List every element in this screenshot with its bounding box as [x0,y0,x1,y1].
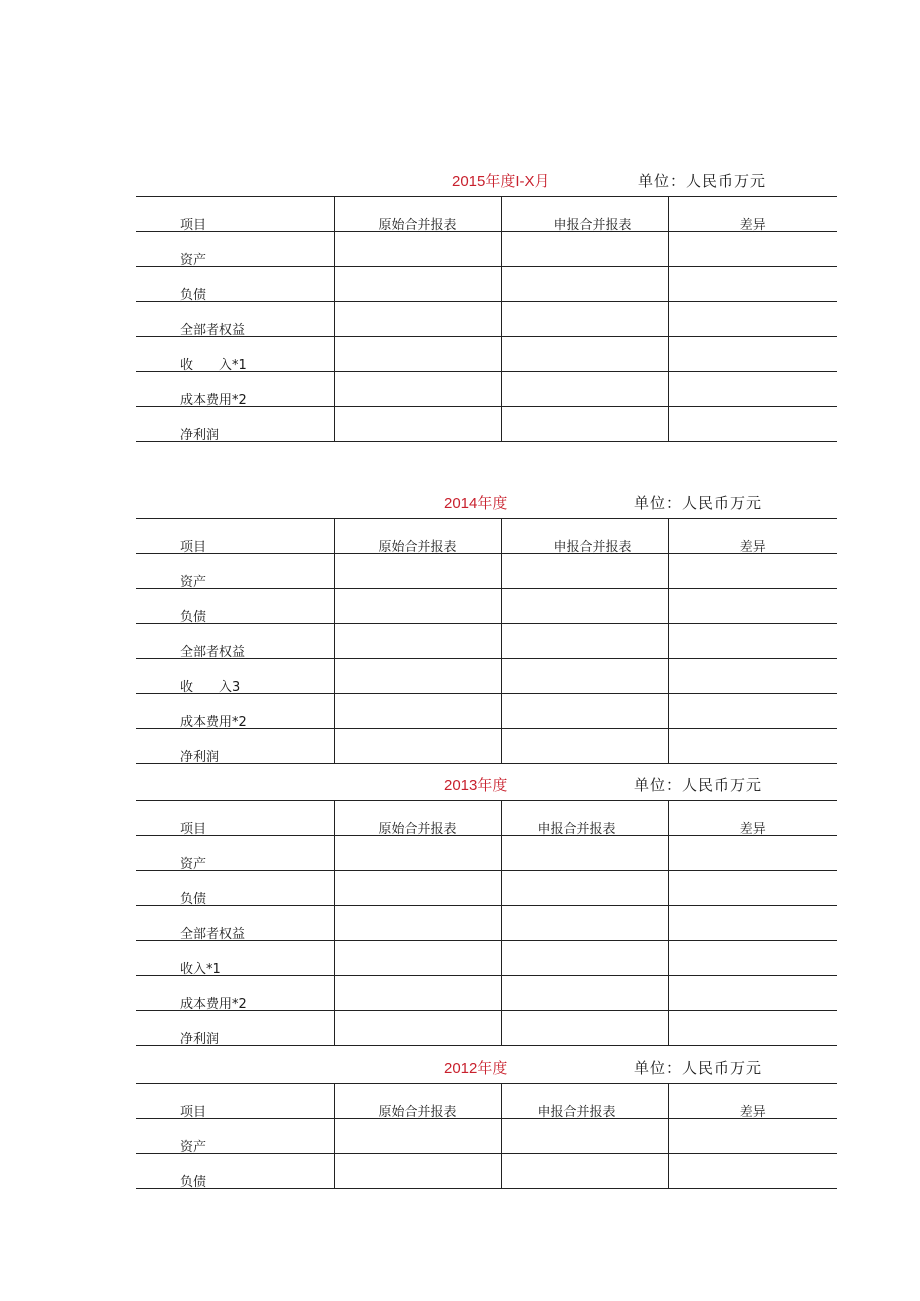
table-cell [501,729,668,764]
table-row [136,1154,837,1189]
table-cell [668,267,837,302]
report-section-2014 [136,488,837,764]
row-label: 净利润 [136,407,334,442]
table-cell [334,407,501,442]
row-label: 负债 [136,589,334,624]
period-label: 2012年度 [444,1060,508,1077]
table-cell [334,941,501,976]
row-label: 全部者权益 [136,624,334,659]
header-item: 项目 [136,1084,334,1119]
table-cell [334,372,501,407]
table-cell [334,302,501,337]
table-cell [501,372,668,407]
row-label: 收 入3 [136,659,334,694]
row-label: 收入*1 [136,941,334,976]
unit-label: 单位：人民币万元 [634,776,763,794]
table-row [136,836,837,871]
row-label: 成本费用*2 [136,372,334,407]
header-reported: 申报合并报表 [501,197,668,232]
header-difference: 差异 [668,1084,837,1119]
row-label: 负债 [136,1154,334,1189]
section-title-row [136,166,837,196]
table-cell [668,729,837,764]
table-cell [501,267,668,302]
unit-label: 单位：人民币万元 [634,494,763,512]
header-original: 原始合并报表 [334,1084,501,1119]
period-label: 2014年度 [444,495,508,512]
comparison-table [136,1083,837,1189]
table-row [136,267,837,302]
table-row [136,871,837,906]
table-cell [668,232,837,267]
table-cell [668,941,837,976]
table-cell [334,337,501,372]
header-item: 项目 [136,197,334,232]
table-cell [501,836,668,871]
table-cell [501,337,668,372]
table-row [136,302,837,337]
table-cell [501,589,668,624]
table-cell [501,232,668,267]
table-row [136,232,837,267]
header-original: 原始合并报表 [334,197,501,232]
header-original: 原始合并报表 [334,801,501,836]
table-cell [334,906,501,941]
table-row [136,337,837,372]
row-label: 负债 [136,267,334,302]
table-cell [334,624,501,659]
section-title-row [136,1053,837,1083]
header-difference: 差异 [668,519,837,554]
table-cell [501,906,668,941]
table-row [136,694,837,729]
header-original: 原始合并报表 [334,519,501,554]
table-cell [668,372,837,407]
table-cell [334,589,501,624]
table-cell [501,1154,668,1189]
table-row [136,372,837,407]
table-cell [501,976,668,1011]
table-cell [334,232,501,267]
report-section-2012 [136,1053,837,1189]
row-label: 资产 [136,836,334,871]
table-cell [668,836,837,871]
report-section-2013 [136,770,837,1046]
table-row [136,589,837,624]
table-cell [334,976,501,1011]
table-row [136,941,837,976]
row-label: 全部者权益 [136,906,334,941]
section-title-row [136,770,837,800]
table-cell [668,407,837,442]
table-row [136,624,837,659]
table-cell [501,871,668,906]
table-cell [668,589,837,624]
table-cell [668,659,837,694]
table-cell [668,1119,837,1154]
table-cell [668,871,837,906]
row-label: 净利润 [136,1011,334,1046]
table-cell [334,1119,501,1154]
table-cell [334,554,501,589]
table-cell [668,1011,837,1046]
table-cell [668,694,837,729]
row-label: 全部者权益 [136,302,334,337]
table-cell [501,624,668,659]
table-cell [668,554,837,589]
table-header-row [136,801,837,836]
table-row [136,554,837,589]
table-cell [501,941,668,976]
table-cell [501,302,668,337]
header-reported: 申报合并报表 [501,1084,668,1119]
table-row [136,407,837,442]
row-label: 成本费用*2 [136,976,334,1011]
table-header-row [136,1084,837,1119]
table-cell [334,871,501,906]
table-row [136,1119,837,1154]
table-cell [501,694,668,729]
table-header-row [136,197,837,232]
table-cell [501,1011,668,1046]
header-difference: 差异 [668,801,837,836]
table-cell [668,337,837,372]
row-label: 成本费用*2 [136,694,334,729]
header-item: 项目 [136,519,334,554]
table-cell [668,906,837,941]
row-label: 资产 [136,1119,334,1154]
table-cell [334,836,501,871]
table-cell [668,1154,837,1189]
table-cell [334,694,501,729]
row-label: 收 入*1 [136,337,334,372]
table-cell [334,1011,501,1046]
table-row [136,729,837,764]
table-cell [501,407,668,442]
period-label: 2013年度 [444,777,508,794]
header-difference: 差异 [668,197,837,232]
period-label: 2015年度I-X月 [452,173,550,190]
table-cell [334,659,501,694]
row-label: 资产 [136,554,334,589]
table-cell [334,267,501,302]
table-cell [668,624,837,659]
header-item: 项目 [136,801,334,836]
table-cell [668,976,837,1011]
unit-label: 单位：人民币万元 [634,1059,763,1077]
table-row [136,1011,837,1046]
table-cell [501,554,668,589]
table-header-row [136,519,837,554]
comparison-table [136,800,837,1046]
table-row [136,976,837,1011]
table-row [136,906,837,941]
report-section-2015 [136,166,837,442]
header-reported: 申报合并报表 [501,801,668,836]
row-label: 资产 [136,232,334,267]
table-cell [668,302,837,337]
row-label: 净利润 [136,729,334,764]
table-row [136,659,837,694]
header-reported: 申报合并报表 [501,519,668,554]
row-label: 负债 [136,871,334,906]
comparison-table [136,518,837,764]
table-cell [501,1119,668,1154]
table-cell [501,659,668,694]
comparison-table [136,196,837,442]
table-cell [334,729,501,764]
unit-label: 单位：人民币万元 [638,172,767,190]
table-cell [334,1154,501,1189]
section-title-row [136,488,837,518]
